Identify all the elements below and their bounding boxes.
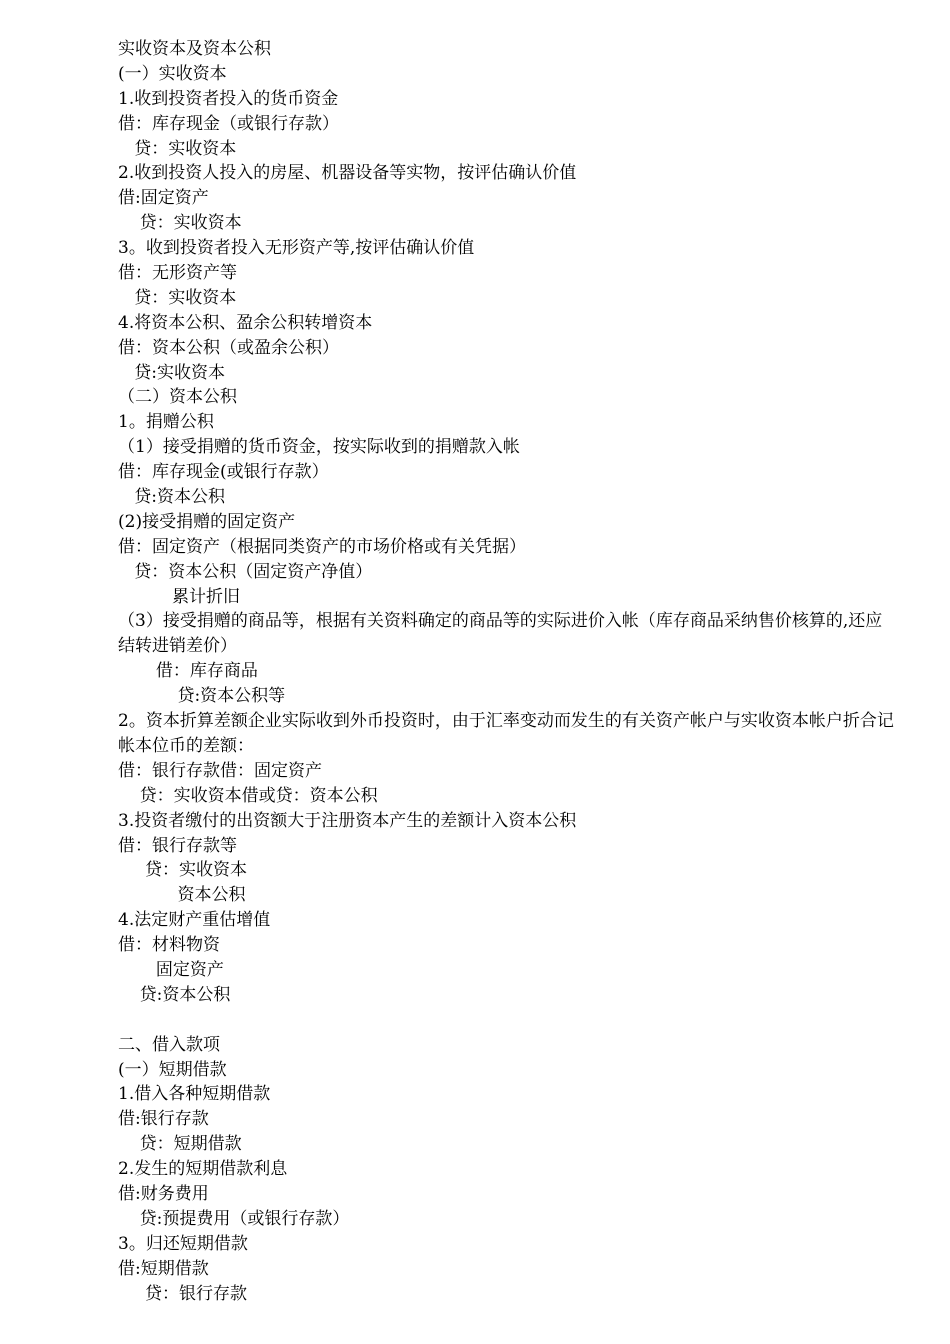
debit-line: 借：固定资产（根据同类资产的市场价格或有关凭据） bbox=[118, 536, 526, 557]
debit-line: 借：材料物资 bbox=[118, 935, 220, 956]
section-heading: （二）资本公积 bbox=[118, 387, 237, 408]
entry-heading: 4.将资本公积、盈余公积转增资本 bbox=[118, 312, 373, 333]
credit-line: 贷：实收资本借或贷：资本公积 bbox=[118, 785, 378, 806]
entry-heading: 3。收到投资者投入无形资产等,按评估确认价值 bbox=[118, 238, 475, 259]
entry-heading: 1。捐赠公积 bbox=[118, 412, 214, 433]
debit-line: 借：库存商品 bbox=[118, 661, 258, 682]
document-body bbox=[118, 37, 898, 1306]
entry-heading: 2.收到投资人投入的房屋、机器设备等实物，按评估确认价值 bbox=[118, 163, 577, 184]
credit-line: 贷:预提费用（或银行存款） bbox=[118, 1208, 350, 1229]
debit-line: 借：银行存款等 bbox=[118, 835, 237, 856]
sub-entry-heading: （3）接受捐赠的商品等，根据有关资料确定的商品等的实际进价入帐（库存商品采纳售价核算的,还应结转进销差价） bbox=[118, 611, 883, 657]
credit-line: 贷：实收资本 bbox=[118, 213, 242, 234]
debit-line: 借：资本公积（或盈余公积） bbox=[118, 337, 339, 358]
credit-line: 贷:资本公积等 bbox=[118, 686, 286, 707]
doc-title: 实收资本及资本公积 bbox=[118, 39, 271, 59]
entry-heading: 4.法定财产重估增值 bbox=[118, 910, 271, 931]
entry-heading: 1.借入各种短期借款 bbox=[118, 1084, 271, 1105]
credit-line: 资本公积 bbox=[118, 885, 246, 906]
entry-heading: 3.投资者缴付的出资额大于注册资本产生的差额计入资本公积 bbox=[118, 810, 577, 831]
debit-line: 借：无形资产等 bbox=[118, 263, 237, 284]
sub-entry-heading: （1）接受捐赠的货币资金，按实际收到的捐赠款入帐 bbox=[118, 437, 520, 458]
debit-line: 借：库存现金（或银行存款） bbox=[118, 113, 339, 134]
section-heading: (一）短期借款 bbox=[118, 1059, 227, 1080]
debit-line: 借:财务费用 bbox=[118, 1184, 209, 1205]
credit-line: 贷:实收资本 bbox=[118, 362, 225, 383]
entry-heading: 1.收到投资者投入的货币资金 bbox=[118, 88, 339, 109]
sub-entry-heading: (2)接受捐赠的固定资产 bbox=[118, 511, 296, 532]
entry-heading: 3。归还短期借款 bbox=[118, 1233, 248, 1254]
credit-line: 贷：实收资本 bbox=[118, 287, 237, 308]
credit-line: 贷:资本公积 bbox=[118, 984, 231, 1005]
credit-line: 贷:资本公积 bbox=[118, 487, 225, 508]
debit-line: 借：银行存款借：固定资产 bbox=[118, 760, 322, 781]
credit-line: 贷：短期借款 bbox=[118, 1134, 242, 1155]
debit-line: 借：库存现金(或银行存款） bbox=[118, 462, 329, 483]
credit-line: 贷：银行存款 bbox=[118, 1283, 248, 1304]
debit-line: 借:银行存款 bbox=[118, 1109, 209, 1130]
credit-line: 贷：资本公积（固定资产净值） bbox=[118, 561, 373, 582]
credit-line: 贷：实收资本 bbox=[118, 138, 237, 159]
blank-line bbox=[118, 1008, 898, 1033]
section-heading: (一）实收资本 bbox=[118, 63, 227, 84]
credit-line: 累计折旧 bbox=[118, 586, 241, 607]
debit-line: 借:固定资产 bbox=[118, 188, 209, 209]
entry-heading: 2.发生的短期借款利息 bbox=[118, 1159, 288, 1180]
debit-line: 固定资产 bbox=[118, 960, 224, 981]
credit-line: 贷：实收资本 bbox=[118, 860, 248, 881]
entry-heading: 2。资本折算差额企业实际收到外币投资时，由于汇率变动而发生的有关资产帐户与实收资本帐户折合记帐本位币的差额： bbox=[118, 711, 894, 756]
section-heading: 二、借入款项 bbox=[118, 1034, 220, 1055]
debit-line: 借:短期借款 bbox=[118, 1258, 209, 1279]
